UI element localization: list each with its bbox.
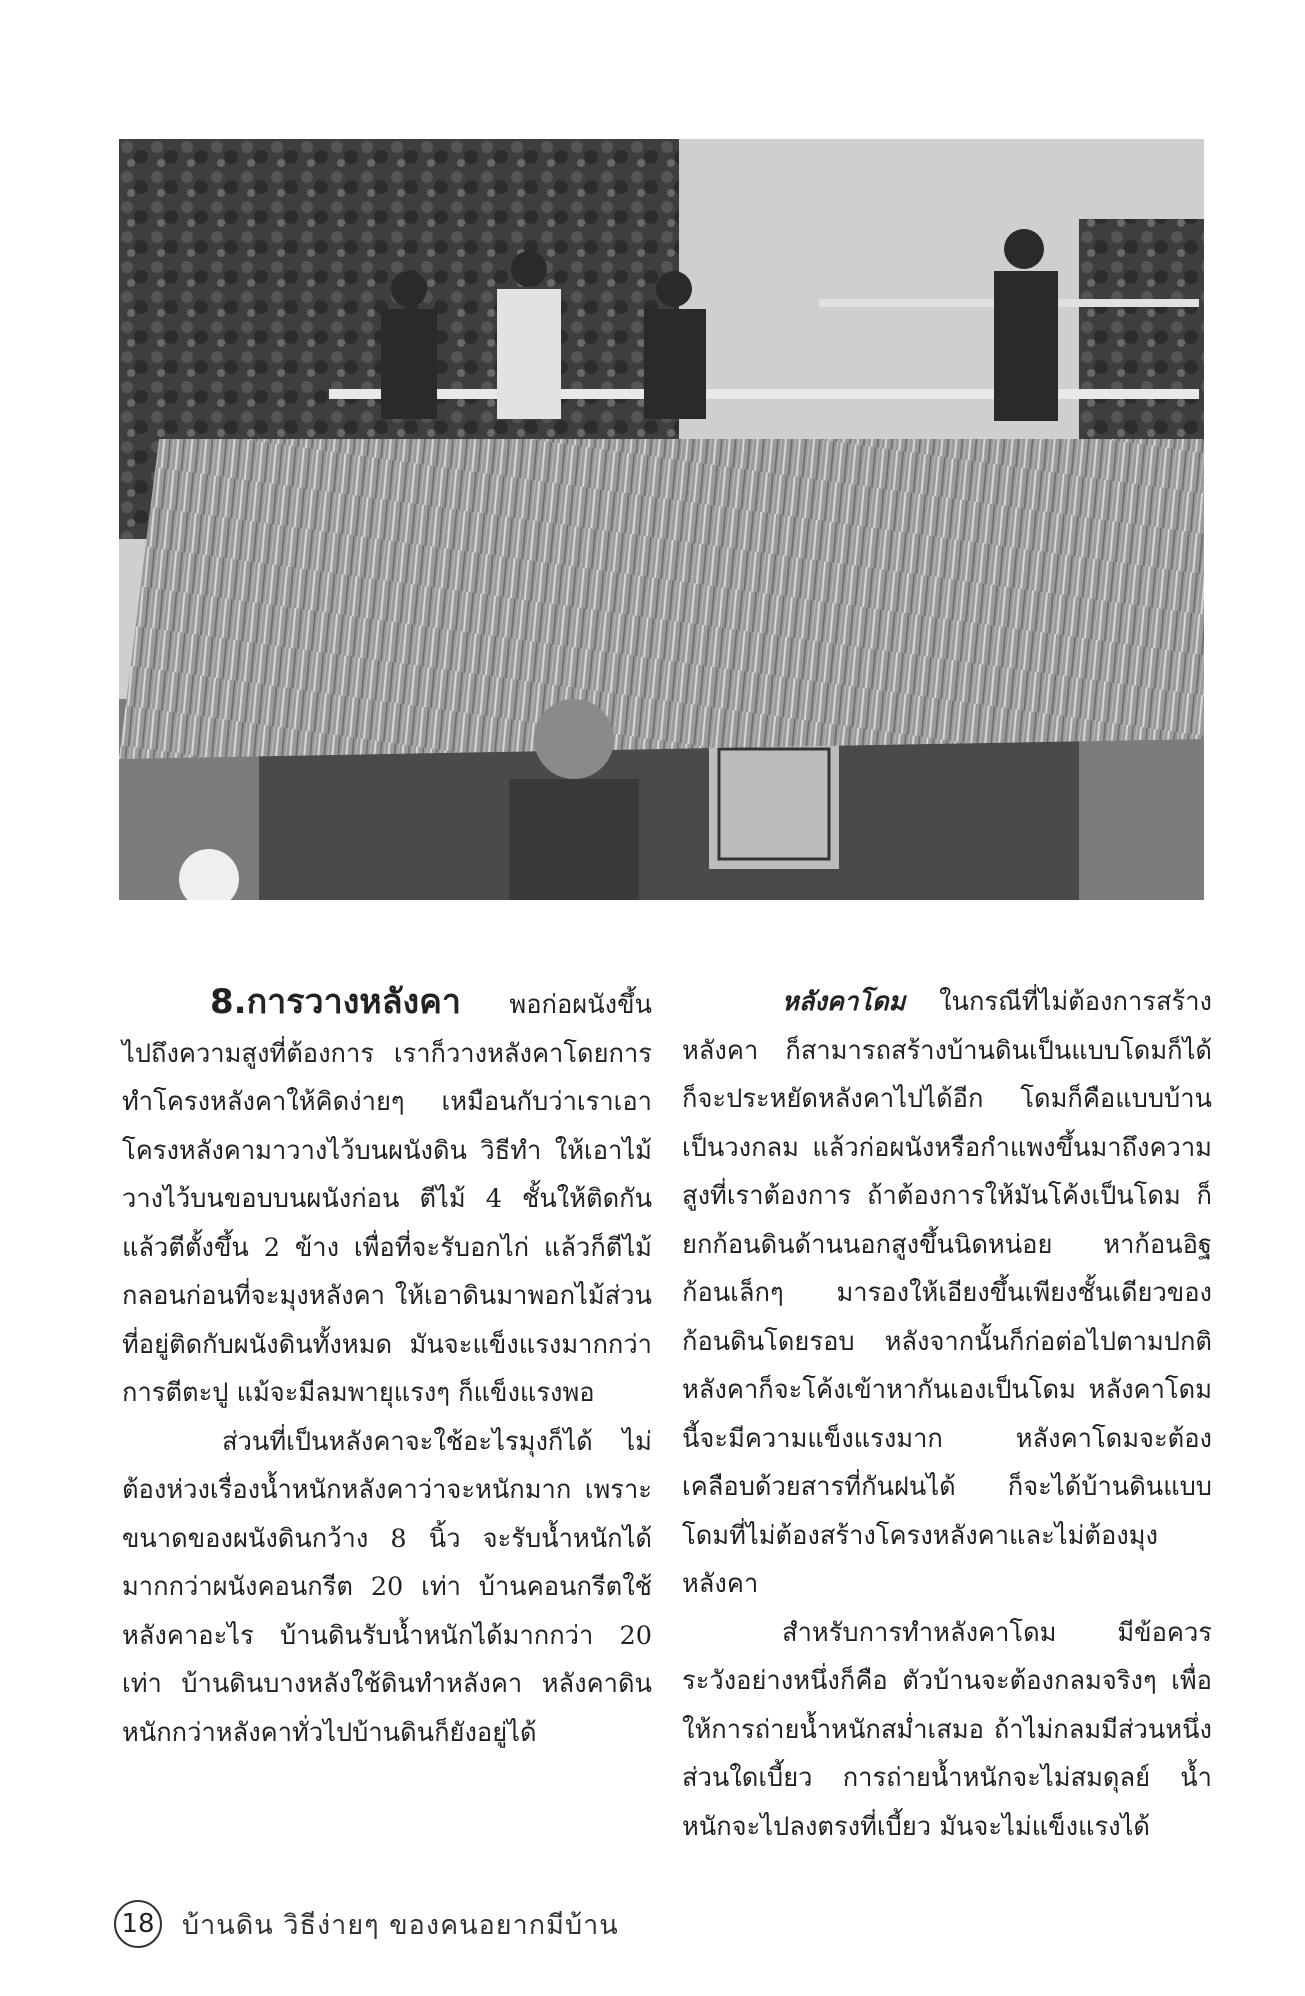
paragraph-roof-placement bbox=[122, 978, 652, 1418]
page-footer bbox=[114, 1901, 619, 1947]
paragraph-roof-weight: ส่วนที่เป็นหลังคาจะใช้อะไรมุงก็ได้ ไม่ต้องห่วงเรื่องน้ำหนักหลังคาว่าจะหนักมาก เพราะขนาดของผนังดินกว้าง 8 นิ้ว จะรับน้ำหนักได้มากกว่าผนังคอนกรีต 20 เท่า บ้านคอนกรีตใช้หลังคาอะไร บ้านดินรับน้ำหนักได้มากกว่า 20 เท่า บ้านดินบางหลังใช้ดินทำหลังคา หลังคาดินหนักกว่าหลังคาทั่วไปบ้านดินก็ยังอยู่ได้ bbox=[122, 1426, 652, 1748]
section-heading-dome-roof: หลังคาโดม bbox=[782, 987, 906, 1017]
page-number: 18 bbox=[114, 1900, 162, 1948]
photo-thatched-roof-construction bbox=[119, 139, 1204, 900]
paragraph-dome-caution: สำหรับการทำหลังคาโดม มีข้อควรระวังอย่างหนึ่งก็คือ ตัวบ้านจะต้องกลมจริงๆ เพื่อให้การถ่ายน้ำหนักสม่ำเสมอ ถ้าไม่กลมมีส่วนหนึ่งส่วนใดเบี้ยว การถ่ายน้ำหนักจะไม่สมดุลย์ น้ำหนักจะไปลงตรงที่เบี้ยว มันจะไม่แข็งแรงได้ bbox=[682, 1617, 1212, 1842]
paragraph-dome-roof bbox=[682, 978, 1212, 1609]
paragraph-text: ในกรณีที่ไม่ต้องการสร้างหลังคา ก็สามารถสร้างบ้านดินเป็นแบบโดมก็ได้ ก็จะประหยัดหลังคาไปได้อีก โดมก็คือแบบบ้านเป็นวงกลม แล้วก่อผนังหรือกำแพงขึ้นมาถึงความสูงที่เราต้องการ ถ้าต้องการให้มันโค้งเป็นโดม ก็ยกก้อนดินด้านนอกสูงขึ้นนิดหน่อย หาก้อนอิฐก้อนเล็กๆ มารองให้เอียงขึ้นเพียงชั้นเดียวของก้อนดินโดยรอบ หลังจากนั้นก็ก่อต่อไปตามปกติ หลังคาก็จะโค้งเข้าหากันเองเป็นโดม หลังคาโดมนี้จะมีความแข็งแรงมาก หลังคาโดมจะต้องเคลือบด้วยสารที่กันฝนได้ ก็จะได้บ้านดินแบบโดมที่ไม่ต้องสร้างโครงหลังคาและไม่ต้องมุงหลังคา bbox=[682, 987, 1212, 1599]
right-column bbox=[682, 978, 1212, 1851]
photo-illustration bbox=[119, 139, 1204, 900]
section-heading-roof-placement: 8.การวางหลังคา bbox=[210, 982, 461, 1022]
left-column bbox=[122, 978, 652, 1757]
paragraph-text: พอก่อผนังขึ้นไปถึงความสูงที่ต้องการ เราก็วางหลังคาโดยการทำโครงหลังคาให้คิดง่ายๆ เหมือนกับว่าเราเอาโครงหลังคามาวางไว้บนผนังดิน วิธีทำ ให้เอาไม้วางไว้บนขอบบนผนังก่อน ตีไม้ 4 ชั้นให้ติดกัน แล้วตีตั้งขึ้น 2 ข้าง เพื่อที่จะรับอกไก่ แล้วก็ตีไม้กลอนก่อนที่จะมุงหลังคา ให้เอาดินมาพอกไม้ส่วนที่อยู่ติดกับผนังดินทั้งหมด มันจะแข็งแรงมากกว่าการตีตะปู แม้จะมีลมพายุแรงๆ ก็แข็งแรงพอ bbox=[122, 990, 652, 1408]
book-title: บ้านดิน วิธีง่ายๆ ของคนอยากมีบ้าน bbox=[182, 1909, 619, 1941]
